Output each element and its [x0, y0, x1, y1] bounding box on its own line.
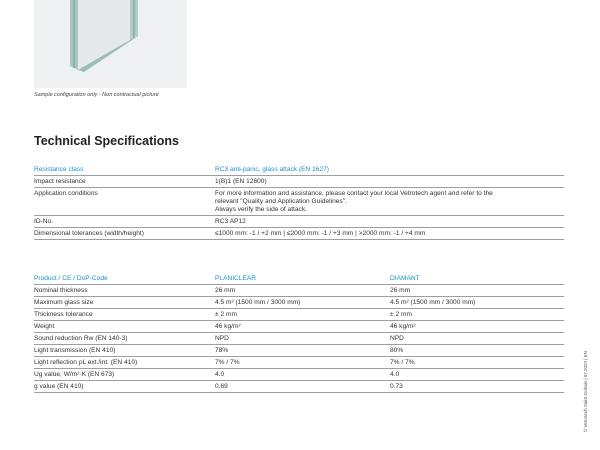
row-value: 46 kg/m² — [390, 321, 564, 333]
section-title: Technical Specifications — [34, 134, 179, 148]
row-value: 80% — [390, 345, 564, 357]
table-row — [34, 297, 564, 309]
row-value: 7% / 7% — [390, 357, 564, 369]
row-value: NPD — [390, 333, 564, 345]
table-row — [34, 333, 564, 345]
copyright-note: © Vetrotech Saint-Gobain | 07.2023 | EN — [583, 351, 588, 432]
table-row — [34, 345, 564, 357]
row-value: ± 2 mm — [390, 309, 564, 321]
row-label: Thickness tolerance — [34, 309, 215, 321]
table-row — [34, 228, 564, 240]
table-row — [34, 285, 564, 297]
row-label: g value (EN 410) — [34, 381, 215, 393]
header-cell: DIAMANT — [390, 273, 564, 285]
row-value: 7% / 7% — [215, 357, 390, 369]
row-label: Weight — [34, 321, 215, 333]
application-line: For more information and assistance, please contact your local Vetrotech agent and refer to the — [215, 190, 493, 197]
row-label: Light transmission (EN 410) — [34, 345, 215, 357]
application-line: relevant "Quality and Application Guidelines". — [215, 198, 347, 205]
row-value: 1(B)1 (EN 12600) — [215, 176, 564, 188]
row-label: Nominal thickness — [34, 285, 215, 297]
table-row — [34, 176, 564, 188]
table-row — [34, 369, 564, 381]
table-header-row — [34, 164, 564, 176]
table-row — [34, 216, 564, 228]
row-value: 0.73 — [390, 381, 564, 393]
header-cell: Product / CE / DoP-Code — [34, 273, 215, 285]
row-label: Impact resistance — [34, 176, 215, 188]
application-line: Always verify the side of attack. — [215, 206, 307, 213]
row-value: RC3 AP12 — [215, 216, 564, 228]
header-cell: PLANICLEAR — [215, 273, 390, 285]
table-header-row — [34, 273, 564, 285]
row-label: Ug value, W/m²·K (EN 673) — [34, 369, 215, 381]
row-value: 78% — [215, 345, 390, 357]
row-value: 26 mm — [390, 285, 564, 297]
row-label: Maximum glass size — [34, 297, 215, 309]
table-row — [34, 381, 564, 393]
row-value: 4.5 m² (1500 mm / 3000 mm) — [215, 297, 390, 309]
row-value — [215, 188, 564, 216]
glass-sample-image — [34, 0, 187, 88]
row-value: 4.5 m² (1500 mm / 3000 mm) — [390, 297, 564, 309]
table-row — [34, 357, 564, 369]
header-cell: RC3 anti-panic, glass attack (EN 1627) — [215, 164, 564, 176]
image-caption: Sample configuration only - Non contractual picture — [34, 92, 159, 98]
row-value: 0.69 — [215, 381, 390, 393]
row-label: Application conditions — [34, 188, 215, 216]
row-value: ± 2 mm — [215, 309, 390, 321]
row-value: ≤1000 mm: -1 / +2 mm | ≤2000 mm: -1 / +3 mm | >2000 mm: -1 / +4 mm — [215, 228, 564, 240]
row-label: ID-No. — [34, 216, 215, 228]
row-label: Dimensional tolerances (width/height) — [34, 228, 215, 240]
table-row — [34, 309, 564, 321]
table-row — [34, 321, 564, 333]
table-row — [34, 188, 564, 216]
row-value: 4.0 — [215, 369, 390, 381]
product-table — [34, 273, 564, 393]
header-cell: Resistance class — [34, 164, 215, 176]
row-value: 4.0 — [390, 369, 564, 381]
row-label: Light reflection ρL ext./int. (EN 410) — [34, 357, 215, 369]
row-label: Sound reduction Rw (EN 140-3) — [34, 333, 215, 345]
row-value: 26 mm — [215, 285, 390, 297]
product-photo — [34, 0, 187, 88]
row-value: NPD — [215, 333, 390, 345]
resistance-table — [34, 164, 564, 240]
row-value: 46 kg/m² — [215, 321, 390, 333]
